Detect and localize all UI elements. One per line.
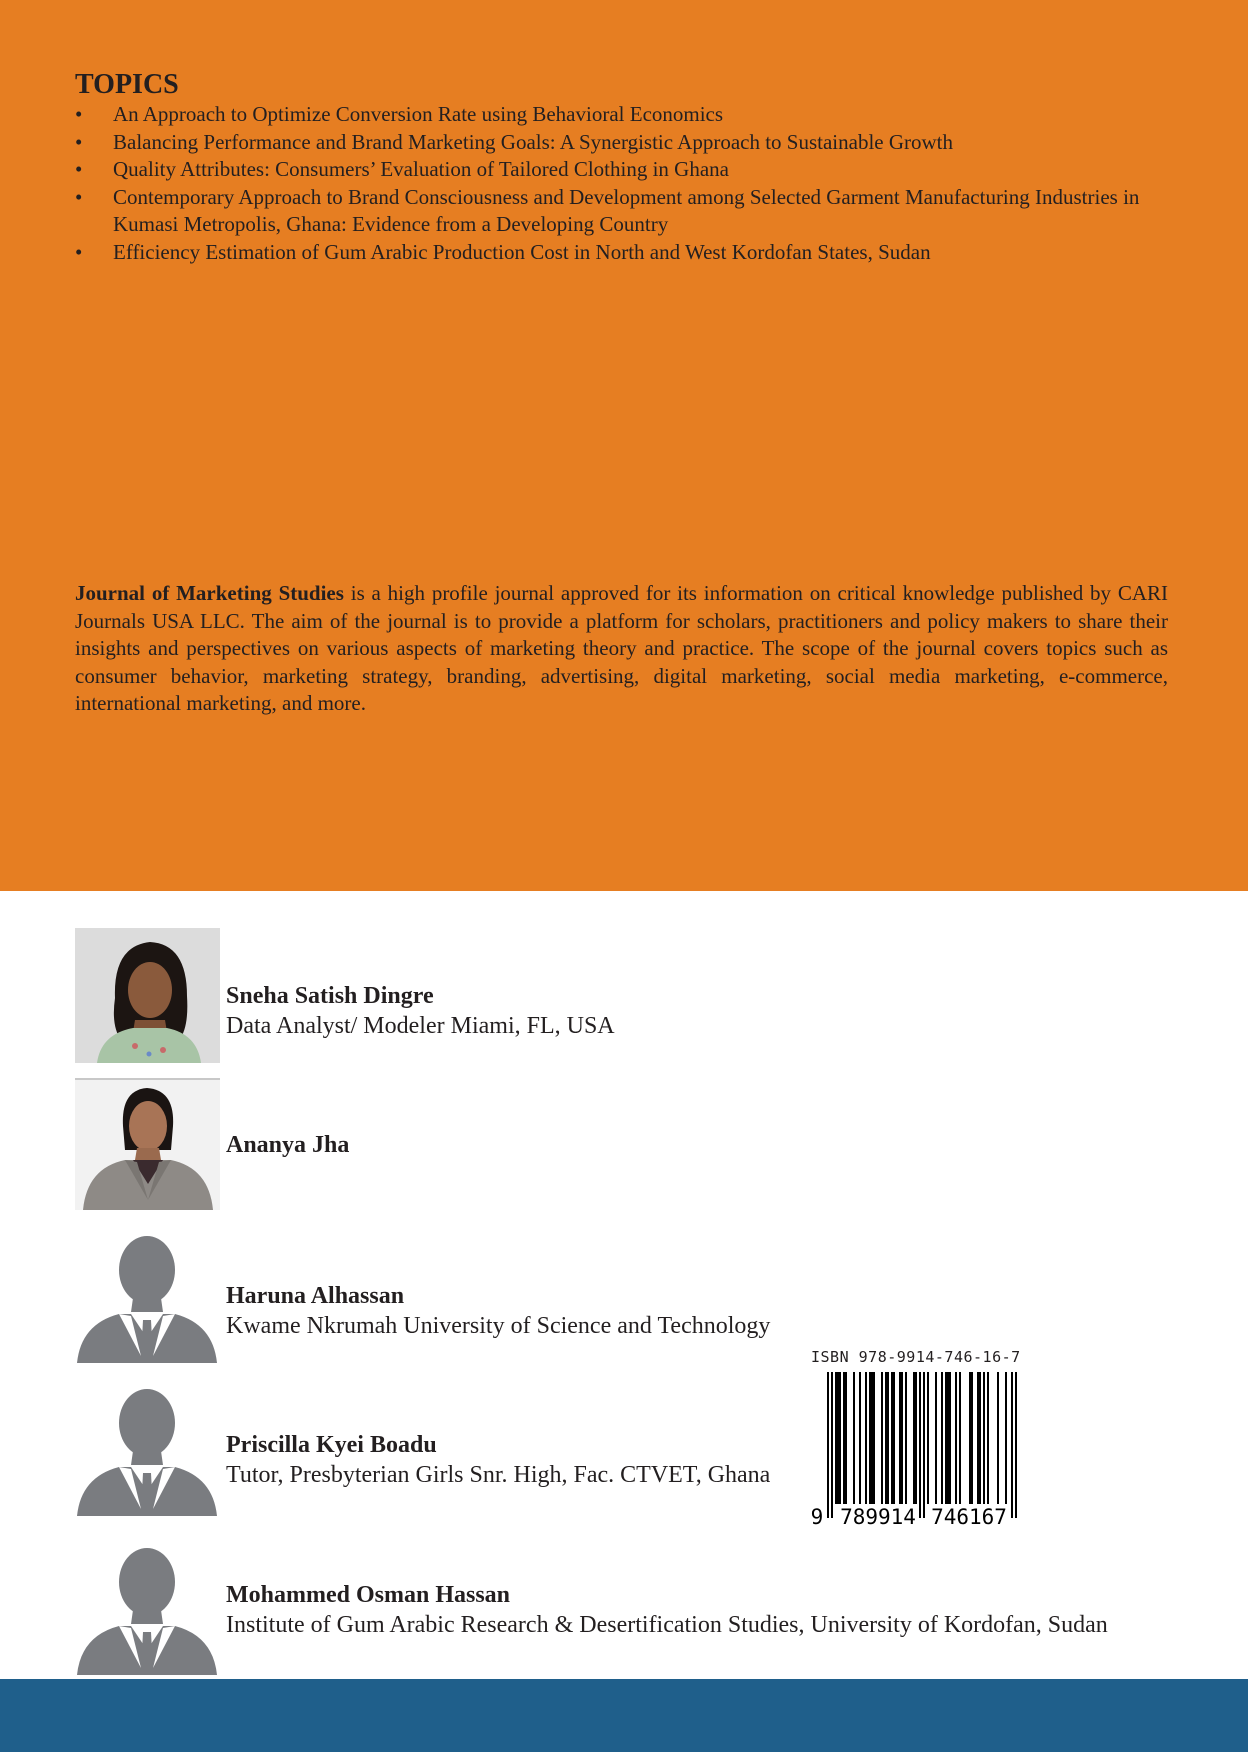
isbn-barcode: [811, 1348, 1031, 1528]
author-text: [226, 1580, 1108, 1640]
author-affiliation: Institute of Gum Arabic Research & Desertification Studies, University of Kordofan, Sudan: [226, 1612, 1108, 1638]
barcode-bar: [935, 1372, 937, 1504]
barcode-bar: [869, 1372, 871, 1504]
author-entry: [75, 1078, 775, 1214]
barcode-bar: [837, 1372, 839, 1504]
barcode-bar: [979, 1372, 981, 1504]
barcode-bar: [859, 1372, 861, 1504]
journal-description: [75, 580, 1168, 718]
barcode-bar: [955, 1372, 957, 1504]
topics-heading: TOPICS: [75, 69, 179, 100]
woman-portrait-icon: [75, 928, 220, 1063]
author-entry: [75, 928, 775, 1064]
bullet-icon: •: [75, 157, 83, 181]
barcode-bar: [835, 1372, 837, 1504]
barcode-bar: [839, 1372, 841, 1504]
barcode-bar: [997, 1372, 999, 1504]
barcode-bar: [901, 1372, 903, 1504]
barcode-right-digits: 746167: [931, 1505, 1007, 1528]
barcode-first-digit: 9: [811, 1505, 824, 1528]
barcode-bar: [905, 1372, 907, 1504]
barcode-bar: [1015, 1372, 1017, 1518]
author-photo: [75, 1078, 220, 1215]
author-entry: [75, 1228, 825, 1364]
barcode-bar: [881, 1372, 883, 1504]
bullet-icon: •: [75, 129, 83, 154]
barcode-bar: [915, 1372, 917, 1504]
topics-list: [75, 101, 1175, 266]
isbn-label: ISBN 978-9914-746-16-7: [811, 1348, 1021, 1366]
barcode-bar: [927, 1372, 929, 1504]
author-name: Haruna Alhassan: [226, 1283, 405, 1309]
author-name: Mohammed Osman Hassan: [226, 1582, 511, 1608]
journal-description-text: is a high profile journal approved for its information on critical knowledge published by CARI Journals USA LLC. The aim of the journal is to provide a platform for scholars, practitioners and policy makers to share their insights and perspectives on various aspects of marketing theory and practice. The scope of the journal covers topics such as consumer behavior, marketing strategy, branding, advertising, digital marketing, social media marketing, e-commerce, international marketing, and more.: [75, 581, 1169, 715]
barcode-bar: [1005, 1372, 1007, 1504]
author-name: Priscilla Kyei Boadu: [226, 1432, 437, 1458]
barcode-bar: [977, 1372, 979, 1504]
topic-item: [75, 239, 1175, 267]
barcode-left-digits: 789914: [840, 1505, 916, 1528]
barcode-bar: [871, 1372, 873, 1504]
topic-text: Efficiency Estimation of Gum Arabic Production Cost in North and West Kordofan States, Sudan: [113, 239, 931, 264]
barcode-bar: [865, 1372, 867, 1504]
topic-text: An Approach to Optimize Conversion Rate using Behavioral Economics: [113, 102, 724, 126]
topic-text: Balancing Performance and Brand Marketing Goals: A Synergistic Approach to Sustainable Growth: [113, 129, 954, 154]
topic-item: [75, 156, 1175, 184]
topic-item: [75, 129, 1175, 157]
barcode-bar: [845, 1372, 847, 1504]
barcode-bar: [969, 1372, 971, 1504]
author-entry: [75, 1540, 1175, 1676]
barcode-bar: [913, 1372, 915, 1504]
topic-item: [75, 101, 1175, 129]
barcode-bar: [919, 1372, 921, 1518]
author-affiliation: Tutor, Presbyterian Girls Snr. High, Fac. CTVET, Ghana: [226, 1462, 771, 1488]
author-text: [226, 981, 615, 1041]
barcode-bar: [853, 1372, 855, 1504]
person-silhouette-icon: [75, 1228, 220, 1363]
author-text: [226, 1281, 770, 1341]
author-affiliation: Kwame Nkrumah University of Science and Technology: [226, 1313, 771, 1339]
bullet-icon: •: [75, 184, 83, 209]
person-silhouette-icon: [75, 1540, 220, 1675]
journal-name: Journal of Marketing Studies: [75, 581, 344, 605]
barcode-bar: [983, 1372, 985, 1504]
author-entry: [75, 1381, 795, 1517]
barcode-bar: [923, 1372, 925, 1518]
woman-portrait-icon: [75, 1080, 220, 1210]
barcode-bar: [887, 1372, 889, 1504]
barcode-bar: [827, 1372, 829, 1518]
barcode-bar: [959, 1372, 961, 1504]
barcode-bar: [945, 1372, 947, 1504]
topic-text: Contemporary Approach to Brand Consciousness and Development among Selected Garment Manufacturing Industries in Kumasi Metropolis, Ghana: Evidence from a Developing Country: [113, 184, 1140, 236]
barcode-bar: [1011, 1372, 1013, 1518]
barcode-bar: [941, 1372, 943, 1504]
bullet-icon: •: [75, 102, 83, 126]
topic-item: [75, 184, 1175, 239]
barcode-bar: [885, 1372, 887, 1504]
barcode-bar: [873, 1372, 875, 1504]
barcode-bar: [893, 1372, 895, 1504]
barcode-bar: [949, 1372, 951, 1504]
author-affiliation: Data Analyst/ Modeler Miami, FL, USA: [226, 1013, 615, 1039]
barcode-bar: [971, 1372, 973, 1504]
author-photo: [75, 1540, 220, 1675]
barcode-bar: [891, 1372, 893, 1504]
author-name: Ananya Jha: [226, 1132, 350, 1158]
barcode-bar: [899, 1372, 901, 1504]
barcode-bar: [843, 1372, 845, 1504]
topic-text: Quality Attributes: Consumers’ Evaluation of Tailored Clothing in Ghana: [113, 157, 729, 181]
author-text: [226, 1130, 349, 1160]
author-photo: [75, 1228, 220, 1363]
bullet-icon: •: [75, 239, 83, 264]
footer-band: [0, 1679, 1248, 1752]
author-photo: [75, 928, 220, 1063]
barcode-icon: [811, 1372, 1021, 1528]
barcode-bar: [947, 1372, 949, 1504]
barcode-bar: [987, 1372, 989, 1504]
person-silhouette-icon: [75, 1381, 220, 1516]
barcode-bar: [831, 1372, 833, 1518]
author-photo: [75, 1381, 220, 1516]
author-name: Sneha Satish Dingre: [226, 983, 434, 1009]
author-text: [226, 1430, 770, 1490]
